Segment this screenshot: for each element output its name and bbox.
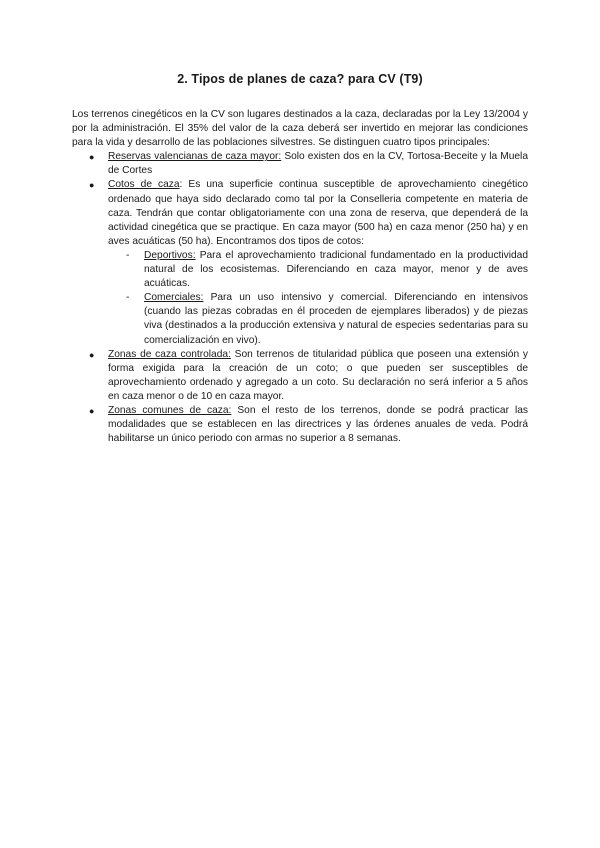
subitem-text: Para un uso intensivo y comercial. Diferenciando en intensivos (cuando las piezas cobradas en él proceden de ejemplares liberados) y de piezas viva (destinados a la producción extensiva y natural de especies sedentarias para su comercialización en vivo). [144, 292, 528, 346]
subitem-text: Para el aprovechamiento tradicional fundamentado en la productividad natural de los ecosistemas. Diferenciando en caza mayor, menor y de aves acuáticas. [144, 249, 528, 290]
item-text: Son el resto de los terrenos, donde se podrá practicar las modalidades que se establecen en las directrices y las órdenes anuales de veda. Podrá habilitarse un único periodo con armas no superior a 8 semanas. [108, 404, 528, 445]
coto-types-list [108, 249, 528, 348]
item-text: : Es una superficie continua susceptible de aprovechamiento cinegético ordenado que haya sido declarado como tal por la Conselleria competente en materia de caza. Tendrán que contar obligatoriamente con una zona de reserva, que dependerá de la actividad cinegética que se practique. En caza mayor (500 ha) en caza menor (250 ha) y en aves acuáticas (50 ha). Encontramos dos tipos de cotos: [108, 179, 528, 247]
list-item [72, 178, 528, 347]
item-term: Zonas comunes de caza: [108, 404, 232, 416]
bullet-icon: ● [89, 180, 95, 191]
item-term: Reservas valencianas de caza mayor: [108, 151, 282, 163]
item-text: Solo existen dos en la CV, Tortosa-Beceite y la Muela de Cortes [108, 151, 528, 177]
list-item [72, 348, 528, 404]
bullet-icon: ● [89, 405, 95, 416]
hunting-types-list [72, 150, 528, 446]
document-page [72, 72, 528, 446]
intro-paragraph: Los terrenos cinegéticos en la CV son lugares destinados a la caza, declaradas por la Ley 13/2004 y por la administración. El 35% del valor de la caza deberá ser invertido en mejorar las condiciones para la vida y desarrollo de las poblaciones silvestres. Se distinguen cuatro tipos principales: [72, 109, 528, 149]
item-text: Son terrenos de titularidad pública que poseen una extensión y forma exigida para la creación de un coto; o que pueden ser susceptibles de aprovechamiento ordenado y agregado a un coto. Su declaración no será inferior a 5 años en caza menor o de 10 en caza mayor. [108, 348, 529, 402]
sub-list-item [108, 249, 528, 291]
item-term: Cotos de caza [108, 179, 180, 191]
list-item [72, 150, 528, 178]
dash-icon: - [126, 292, 130, 304]
subitem-term: Comerciales: [144, 292, 204, 304]
dash-icon: - [126, 249, 130, 261]
item-term: Zonas de caza controlada: [108, 348, 231, 360]
bullet-icon: ● [89, 349, 95, 360]
subitem-term: Deportivos: [144, 249, 196, 261]
list-item [72, 404, 528, 446]
sub-list-item [108, 291, 528, 347]
page-title: 2. Tipos de planes de caza? para CV (T9) [177, 72, 423, 86]
bullet-icon: ● [89, 152, 95, 163]
